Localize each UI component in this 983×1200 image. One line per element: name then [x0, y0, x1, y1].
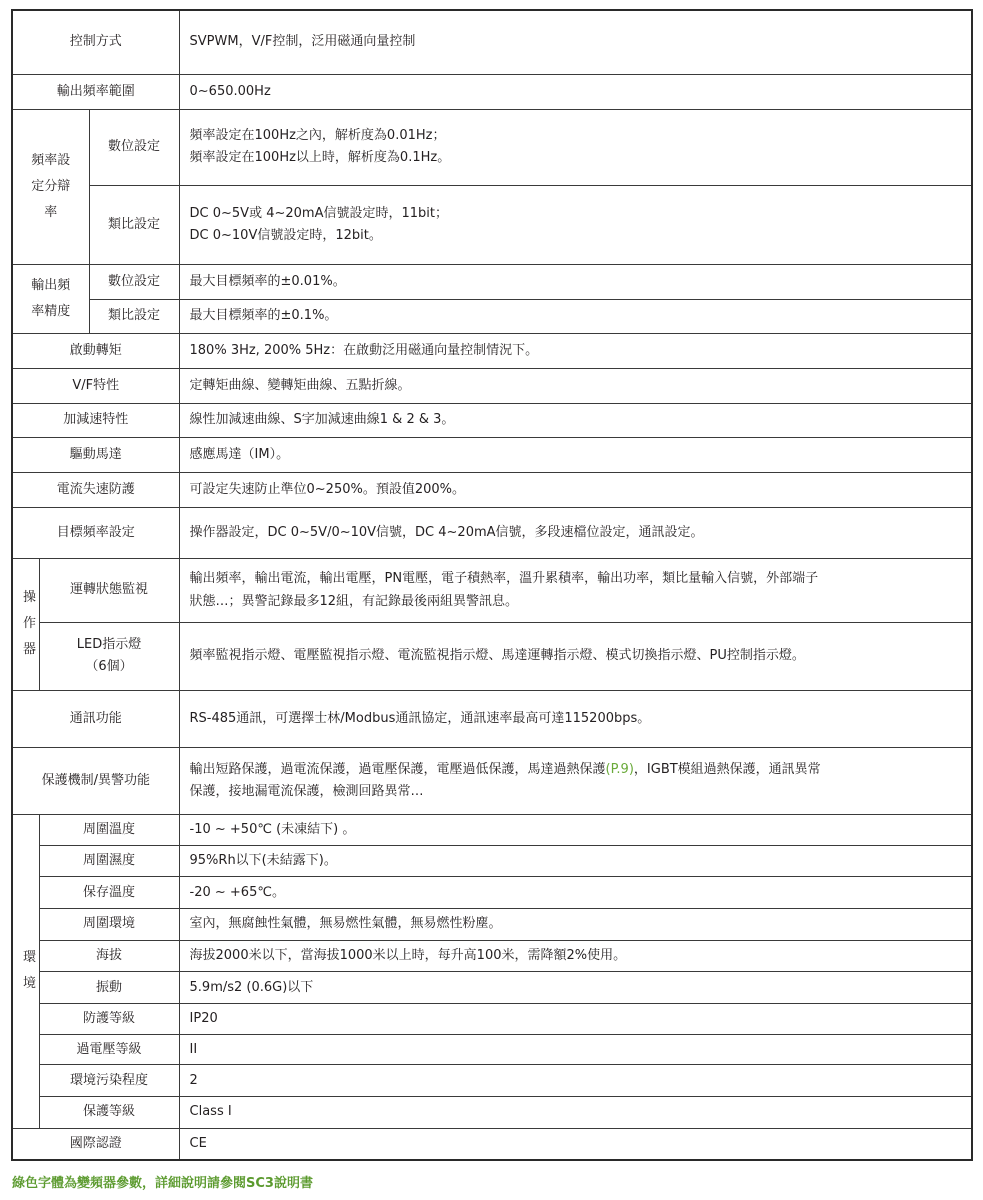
value-line: 頻率設定在100Hz以上時，解析度為0.1Hz。	[189, 150, 451, 166]
row-env-item	[12, 1097, 972, 1129]
row-certification	[12, 1128, 972, 1160]
value-resolution-analog	[179, 186, 972, 265]
value-line: 狀態…；異警記錄最多12組，有記錄最後兩組異警訊息。	[189, 593, 519, 609]
row-protection	[12, 747, 972, 814]
label-line: LED指示燈	[76, 637, 142, 653]
row-env-item	[12, 877, 972, 909]
row-env-item	[12, 1034, 972, 1065]
group-label-char: 操	[23, 590, 37, 606]
value-line: DC 0~10V信號設定時，12bit。	[189, 227, 382, 243]
row-freq-resolution-digital	[12, 109, 972, 186]
group-label-char: 環	[23, 950, 37, 966]
row-drive-motor	[12, 438, 972, 473]
group-label-char: 器	[23, 642, 37, 658]
label-led-indicators	[39, 623, 179, 690]
group-label-line: 率精度	[31, 304, 71, 319]
row-env-item	[12, 1065, 972, 1097]
group-label-char: 作	[23, 616, 37, 632]
value-control: SVPWM，V/F控制，泛用磁通向量控制	[179, 10, 972, 74]
value-operation-monitor	[179, 558, 972, 622]
label-resolution-analog: 類比設定	[89, 186, 179, 265]
value-line: 頻率設定在100Hz之內，解析度為0.01Hz；	[189, 128, 446, 144]
group-label-line: 輸出頻	[31, 278, 71, 293]
value-line	[190, 759, 961, 781]
value-line: 保護，接地漏電流保護，檢測回路異常…	[189, 784, 424, 799]
label-operation-monitor: 運轉狀態監視	[39, 558, 179, 622]
value-env-item: Class I	[179, 1097, 972, 1129]
spec-table	[11, 9, 973, 1161]
value-env-item: IP20	[179, 1004, 972, 1035]
value-accel-decel: 線性加減速曲線、S字加減速曲線1 & 2 & 3。	[179, 403, 972, 438]
label-start-torque: 啟動轉矩	[12, 334, 179, 369]
value-certification: CE	[179, 1128, 972, 1160]
row-accel-decel	[12, 403, 972, 438]
row-env-item	[12, 972, 972, 1004]
value-env-item: 2	[179, 1065, 972, 1097]
value-accuracy-digital: 最大目標頻率的±0.01%。	[179, 264, 972, 299]
label-env-item: 防護等級	[39, 1004, 179, 1035]
value-vf-characteristic: 定轉矩曲線、變轉矩曲線、五點折線。	[179, 368, 972, 403]
row-output-frequency-range	[12, 74, 972, 109]
protection-text: ，IGBT模組過熱保護，通訊異常	[633, 761, 821, 777]
label-certification: 國際認證	[12, 1128, 179, 1160]
label-control: 控制方式	[12, 10, 179, 74]
value-env-item: 海拔2000米以下，當海拔1000米以上時，每升高100米，需降額2%使用。	[179, 940, 972, 972]
row-env-item	[12, 1004, 972, 1035]
row-communication	[12, 690, 972, 747]
label-env-item: 保護等級	[39, 1097, 179, 1129]
row-freq-resolution-analog	[12, 186, 972, 265]
label-env-item: 過電壓等級	[39, 1034, 179, 1065]
row-freq-accuracy-digital	[12, 264, 972, 299]
row-env-item	[12, 845, 972, 877]
label-resolution-digital: 數位設定	[89, 109, 179, 186]
label-stall-protection: 電流失速防護	[12, 473, 179, 508]
label-env-item: 保存溫度	[39, 877, 179, 909]
label-target-frequency: 目標頻率設定	[12, 507, 179, 558]
row-control	[12, 10, 972, 74]
value-resolution-digital	[179, 109, 972, 186]
value-start-torque: 180% 3Hz, 200% 5Hz：在啟動泛用磁通向量控制情況下。	[179, 334, 972, 369]
value-protection	[179, 747, 972, 814]
label-line: （6個）	[85, 659, 133, 675]
value-communication: RS-485通訊，可選擇士林/Modbus通訊協定，通訊速率最高可達115200bps。	[179, 690, 972, 747]
label-env-item: 周圍環境	[39, 909, 179, 941]
value-output-frequency-range: 0~650.00Hz	[179, 74, 972, 109]
label-env-item: 振動	[39, 972, 179, 1004]
label-vf-characteristic: V/F特性	[12, 368, 179, 403]
value-drive-motor: 感應馬達（IM）。	[179, 438, 972, 473]
value-env-item: 95%Rh以下(未結露下)。	[179, 845, 972, 877]
group-label-line: 定分辯	[31, 178, 71, 194]
row-env-item	[12, 909, 972, 941]
label-drive-motor: 驅動馬達	[12, 438, 179, 473]
footnote: 綠色字體為變頻器參數，詳細說明請參閱SC3說明書	[12, 1176, 313, 1191]
label-freq-resolution-group	[12, 109, 89, 264]
label-env-item: 周圍溫度	[39, 815, 179, 846]
parameter-reference: (P.9)	[605, 761, 634, 777]
row-start-torque	[12, 334, 972, 369]
value-stall-protection: 可設定失速防止準位0~250%。預設值200%。	[179, 473, 972, 508]
label-accel-decel: 加減速特性	[12, 403, 179, 438]
row-operator-led	[12, 623, 972, 690]
label-freq-accuracy-group	[12, 264, 89, 333]
value-env-item: -20 ~ +65℃。	[179, 877, 972, 909]
label-env-item: 環境污染程度	[39, 1065, 179, 1097]
value-env-item: -10 ~ +50℃ (未凍結下) 。	[179, 815, 972, 846]
label-env-item: 周圍濕度	[39, 845, 179, 877]
row-target-frequency	[12, 507, 972, 558]
group-label-line: 頻率設	[31, 152, 71, 168]
row-vf-characteristic	[12, 368, 972, 403]
label-output-frequency-range: 輸出頻率範圍	[12, 74, 179, 109]
value-led-indicators: 頻率監視指示燈、電壓監視指示燈、電流監視指示燈、馬達運轉指示燈、模式切換指示燈、PU控制指示燈。	[179, 623, 972, 690]
label-accuracy-digital: 數位設定	[89, 264, 179, 299]
row-operator-monitor	[12, 558, 972, 622]
value-target-frequency: 操作器設定，DC 0~5V/0~10V信號，DC 4~20mA信號，多段速檔位設定，通訊設定。	[179, 507, 972, 558]
value-accuracy-analog: 最大目標頻率的±0.1%。	[179, 299, 972, 334]
row-env-item	[12, 815, 972, 846]
label-env-item: 海拔	[39, 940, 179, 972]
protection-text: 輸出短路保護，過電流保護，過電壓保護，電壓過低保護，馬達過熱保護	[189, 761, 606, 777]
label-protection: 保護機制/異警功能	[12, 747, 179, 814]
label-accuracy-analog: 類比設定	[89, 299, 179, 334]
value-env-item: II	[179, 1034, 972, 1065]
value-env-item: 5.9m/s2 (0.6G)以下	[179, 972, 972, 1004]
label-operator-group	[12, 558, 39, 690]
label-environment-group	[12, 815, 39, 1128]
group-label-char: 境	[23, 976, 37, 992]
row-stall-protection	[12, 473, 972, 508]
value-env-item: 室內，無腐蝕性氣體，無易燃性氣體，無易燃性粉塵。	[179, 909, 972, 941]
value-line: 輸出頻率，輸出電流，輸出電壓，PN電壓，電子積熱率，溫升累積率，輸出功率，類比量輸入信號，外部端子	[189, 571, 819, 587]
group-label-line: 率	[44, 204, 58, 220]
label-communication: 通訊功能	[12, 690, 179, 747]
row-env-item	[12, 940, 972, 972]
row-freq-accuracy-analog	[12, 299, 972, 334]
value-line: DC 0~5V或 4~20mA信號設定時，11bit；	[189, 205, 448, 221]
